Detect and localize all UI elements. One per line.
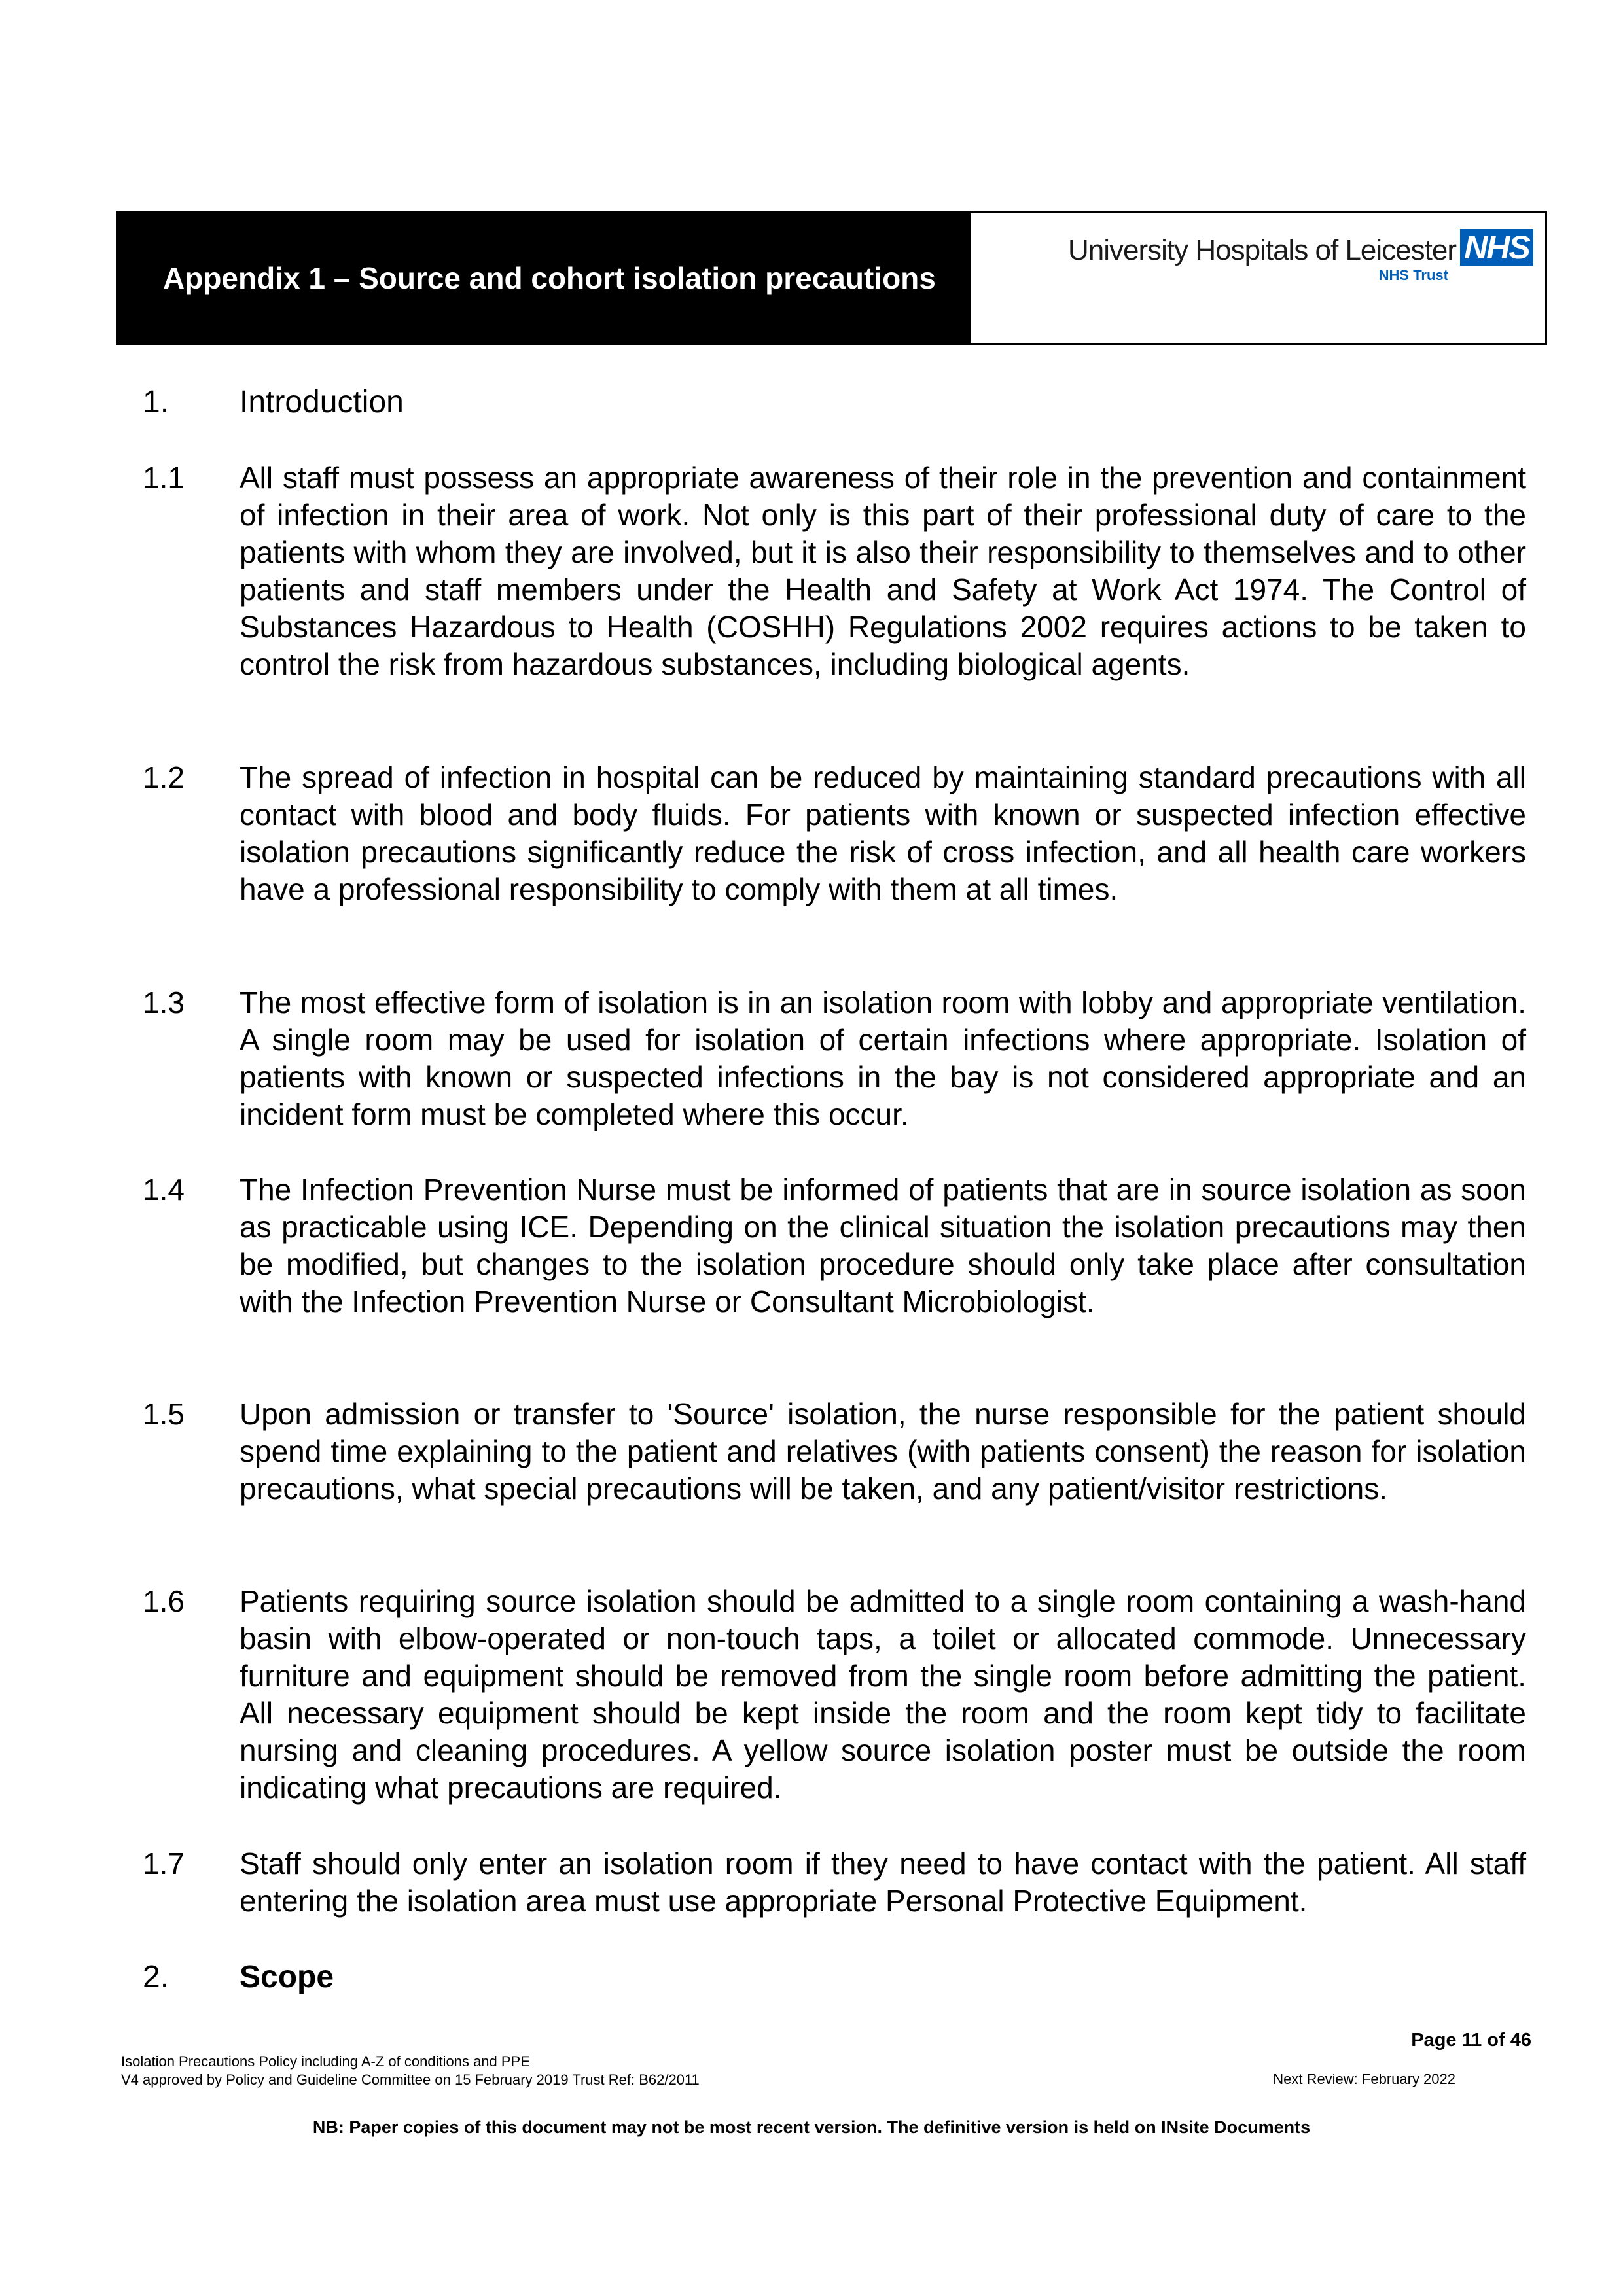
- appendix-title: Appendix 1 – Source and cohort isolation precautions: [118, 213, 971, 343]
- footer-document-info: [121, 2053, 700, 2089]
- section-number: 2.: [143, 1960, 169, 1994]
- document-header: [116, 211, 1547, 345]
- paragraph-number: 1.7: [143, 1846, 185, 1881]
- footer-next-review: Next Review: February 2022: [1273, 2071, 1455, 2087]
- paragraph-text: The most effective form of isolation is in an isolation room with lobby and appropriate ventilation. A single room may be used for isolation of certain infections where appropriate. Isolation of patients with known or suspected infections in the bay is not considered appropriate and an incident form must be completed where this occur.: [240, 985, 1526, 1131]
- footer-doc-title: Isolation Precautions Policy including A-Z of conditions and PPE: [121, 2053, 530, 2070]
- page-number: Page 11 of 46: [1411, 2030, 1531, 2051]
- paragraph-text: Upon admission or transfer to 'Source' isolation, the nurse responsible for the patient should spend time explaining to the patient and relatives (with patients consent) the reason for isolation precautions, what special precautions will be taken, and any patient/visitor restrictions.: [240, 1397, 1526, 1506]
- paragraph-text: The spread of infection in hospital can be reduced by maintaining standard precautions with all contact with blood and body fluids. For patients with known or suspected infection effective isolation precautions significantly reduce the risk of cross infection, and all health care workers have a professional responsibility to comply with them at all times.: [240, 760, 1526, 906]
- paragraph-number: 1.6: [143, 1584, 185, 1618]
- paragraph-number: 1.2: [143, 760, 185, 794]
- paragraph-number: 1.1: [143, 461, 185, 495]
- section-title: Scope: [240, 1960, 334, 1994]
- paragraph-number: 1.3: [143, 985, 185, 1019]
- org-name: University Hospitals of Leicester: [1067, 234, 1456, 266]
- footer-notice: NB: Paper copies of this document may not be most recent version. The definitive version is held on INsite Documents: [312, 2117, 1311, 2137]
- footer-approval: V4 approved by Policy and Guideline Committee on 15 February 2019 Trust Ref: B62/2011: [121, 2072, 700, 2088]
- trust-label: NHS Trust: [1378, 267, 1448, 283]
- nhs-trust-logo: [1067, 220, 1533, 283]
- paragraph-text: Patients requiring source isolation should be admitted to a single room containing a wash-hand basin with elbow-operated or non-touch taps, a toilet or allocated commode. Unnecessary furniture and equipment should be removed from the single room before admitting the patient. All necessary equipment should be kept inside the room and the room kept tidy to facilitate nursing and cleaning procedures. A yellow source isolation poster must be outside the room indicating what precautions are required.: [240, 1584, 1526, 1805]
- logo-area: [971, 213, 1545, 343]
- paragraph-text: Staff should only enter an isolation room if they need to have contact with the patient. All staff entering the isolation area must use appropriate Personal Protective Equipment.: [240, 1846, 1526, 1918]
- paragraph-text: The Infection Prevention Nurse must be informed of patients that are in source isolation as soon as practicable using ICE. Depending on the clinical situation the isolation precautions may then be modified, but changes to the isolation procedure should only take place after consultation with the Infection Prevention Nurse or Consultant Microbiologist.: [240, 1173, 1526, 1318]
- nhs-mark: NHS: [1460, 229, 1533, 266]
- paragraph-number: 1.4: [143, 1173, 185, 1207]
- paragraph-text: All staff must possess an appropriate awareness of their role in the prevention and containment of infection in their area of work. Not only is this part of their professional duty of care to the patients with whom they are involved, but it is also their responsibility to themselves and to other patients and staff members under the Health and Safety at Work Act 1974. The Control of Substances Hazardous to Health (COSHH) Regulations 2002 requires actions to be taken to control the risk from hazardous substances, including biological agents.: [240, 461, 1526, 681]
- section-number: 1.: [143, 385, 169, 419]
- paragraph-number: 1.5: [143, 1397, 185, 1431]
- section-title: Introduction: [240, 385, 404, 419]
